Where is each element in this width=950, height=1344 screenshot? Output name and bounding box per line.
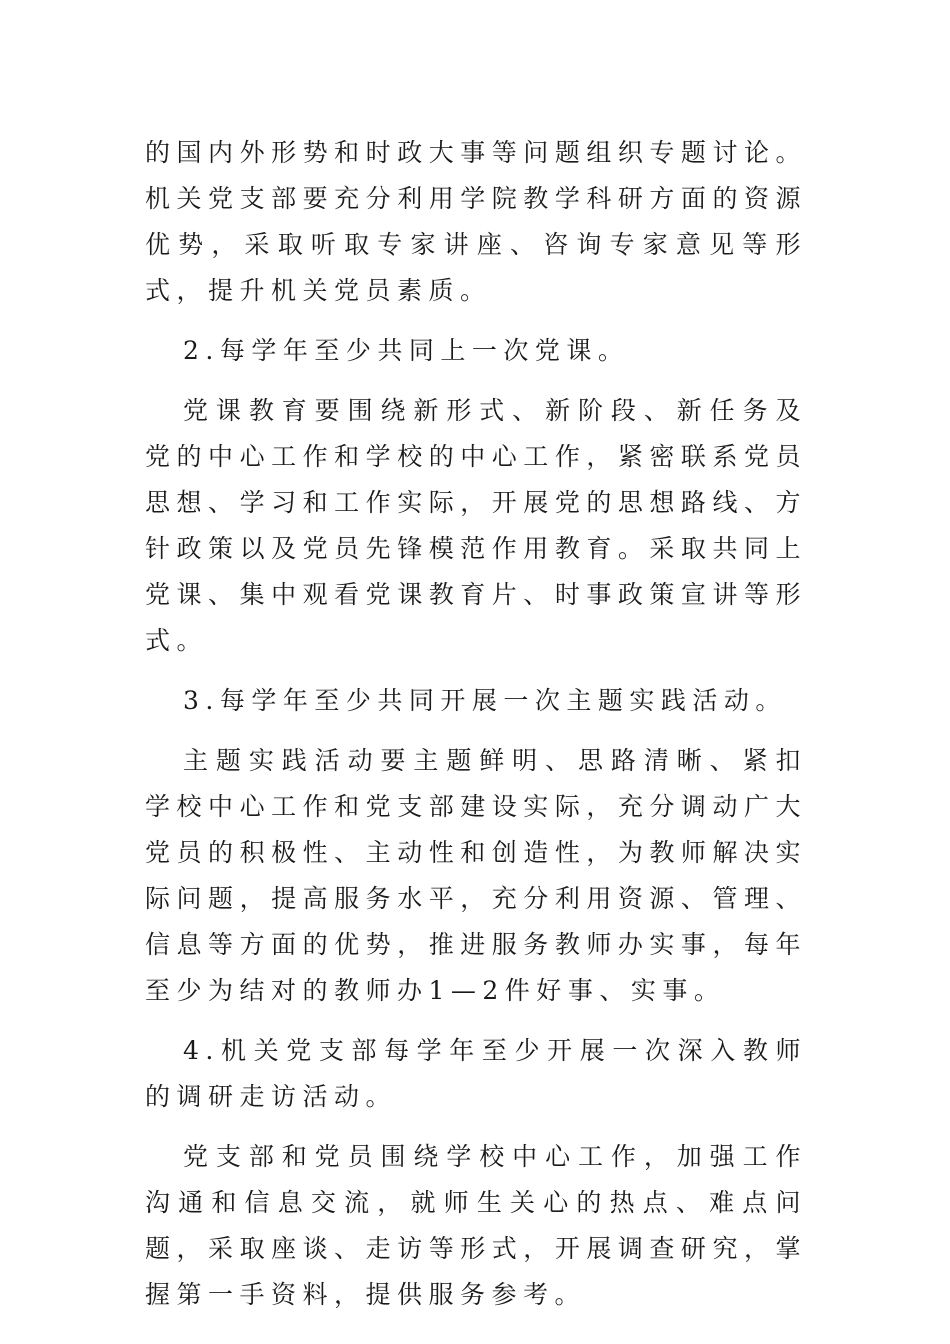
item-heading-2: 2.每学年至少共同上一次党课。 [183,336,630,365]
document-body [145,130,807,1332]
paragraph-continuation: 的国内外形势和时政大事等问题组织专题讨论。机关党支部要充分利用学院教学科研方面的资源优势，采取听取专家讲座、咨询专家意见等形式，提升机关党员素质。 [145,138,807,305]
item-heading-4: 4.机关党支部每学年至少开展一次深入教师的调研走访活动。 [145,1036,807,1111]
paragraph-research-visit: 党支部和党员围绕学校中心工作，加强工作沟通和信息交流，就师生关心的热点、难点问题，采取座谈、走访等形式，开展调查研究，掌握第一手资料，提供服务参考。 [145,1142,807,1309]
paragraph-practice-activity: 主题实践活动要主题鲜明、思路清晰、紧扣学校中心工作和党支部建设实际，充分调动广大党员的积极性、主动性和创造性，为教师解决实际问题，提高服务水平，充分利用资源、管理、信息等方面的优势，推进服务教师办实事，每年至少为结对的教师办1—2件好事、实事。 [145,746,807,1005]
item-heading-3: 3.每学年至少共同开展一次主题实践活动。 [183,686,787,715]
paragraph-party-lesson: 党课教育要围绕新形式、新阶段、新任务及党的中心工作和学校的中心工作，紧密联系党员思想、学习和工作实际，开展党的思想路线、方针政策以及党员先锋模范作用教育。采取共同上党课、集中观看党课教育片、时事政策宣讲等形式。 [145,396,807,655]
